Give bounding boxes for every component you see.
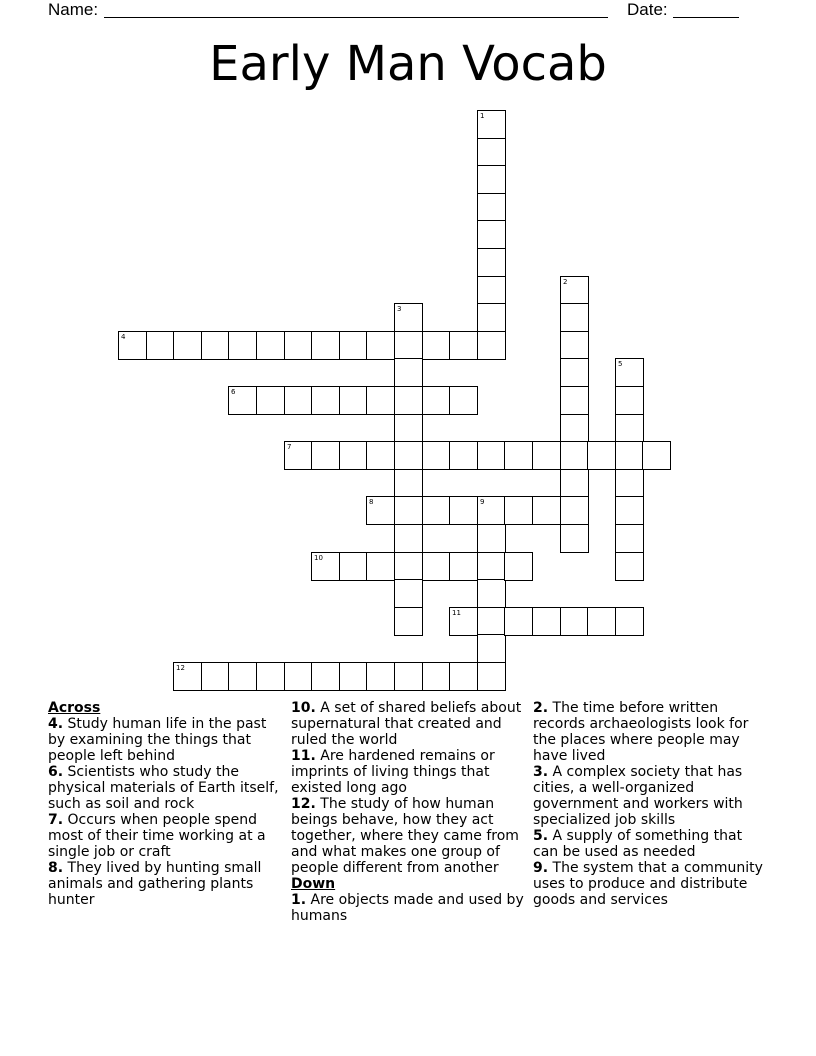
grid-cell[interactable] — [284, 662, 313, 691]
grid-cell[interactable] — [339, 331, 368, 360]
grid-cell[interactable] — [477, 276, 506, 305]
grid-cell[interactable] — [477, 552, 506, 581]
grid-cell[interactable] — [256, 662, 285, 691]
grid-cell[interactable] — [477, 220, 506, 249]
grid-cell[interactable] — [560, 607, 589, 636]
grid-cell[interactable] — [394, 414, 423, 443]
grid-cell[interactable] — [532, 441, 561, 470]
grid-cell[interactable] — [284, 441, 313, 470]
grid-cell[interactable] — [449, 331, 478, 360]
across-heading: Across — [48, 700, 101, 716]
clue-text: Study human life in the past by examining the things that people left behind — [48, 716, 267, 764]
clue-number: 12. — [291, 796, 316, 812]
grid-cell[interactable] — [394, 358, 423, 387]
grid-cell[interactable] — [587, 441, 616, 470]
grid-cell[interactable] — [449, 662, 478, 691]
grid-cell[interactable] — [449, 552, 478, 581]
grid-cell[interactable] — [366, 662, 395, 691]
clue-item — [48, 812, 286, 860]
clue-item — [533, 700, 771, 764]
grid-cell[interactable] — [532, 496, 561, 525]
grid-cell[interactable] — [477, 579, 506, 608]
clue-text: Occurs when people spend most of their time working at a single job or craft — [48, 812, 266, 860]
grid-cell[interactable] — [422, 496, 451, 525]
clue-number: 2. — [533, 700, 549, 716]
grid-cell[interactable] — [394, 331, 423, 360]
clue-item — [291, 796, 529, 876]
clue-text: Are objects made and used by humans — [291, 892, 524, 924]
grid-cell[interactable] — [477, 441, 506, 470]
grid-cell[interactable] — [173, 662, 202, 691]
grid-cell[interactable] — [311, 386, 340, 415]
grid-cell[interactable] — [449, 607, 478, 636]
cell-number: 9 — [480, 498, 485, 506]
clue-number: 10. — [291, 700, 316, 716]
cell-number: 7 — [287, 443, 292, 451]
clues-column-1 — [48, 700, 286, 908]
clue-number: 9. — [533, 860, 549, 876]
clue-item — [291, 700, 529, 748]
grid-cell[interactable] — [477, 634, 506, 663]
clue-text: A supply of something that can be used as needed — [533, 828, 743, 860]
cell-number: 5 — [618, 360, 623, 368]
grid-cell[interactable] — [146, 331, 175, 360]
grid-cell[interactable] — [311, 552, 340, 581]
clue-item — [533, 860, 771, 908]
clue-number: 5. — [533, 828, 549, 844]
clue-item — [291, 892, 529, 924]
cell-number: 6 — [231, 388, 236, 396]
grid-cell[interactable] — [422, 331, 451, 360]
grid-cell[interactable] — [394, 579, 423, 608]
grid-cell[interactable] — [201, 331, 230, 360]
grid-cell[interactable] — [228, 386, 257, 415]
grid-cell[interactable] — [504, 441, 533, 470]
grid-cell[interactable] — [394, 607, 423, 636]
grid-cell[interactable] — [477, 193, 506, 222]
clue-number: 1. — [291, 892, 307, 908]
clue-number: 3. — [533, 764, 549, 780]
grid-cell[interactable] — [339, 386, 368, 415]
grid-cell[interactable] — [560, 386, 589, 415]
grid-cell[interactable] — [560, 358, 589, 387]
grid-cell[interactable] — [560, 331, 589, 360]
grid-cell[interactable] — [615, 607, 644, 636]
clue-text: The study of how human beings behave, how they act together, where they came from and what makes one group of people different from another — [291, 796, 519, 876]
grid-cell[interactable] — [477, 110, 506, 139]
down-heading: Down — [291, 876, 336, 892]
grid-cell[interactable] — [256, 331, 285, 360]
clue-number: 8. — [48, 860, 64, 876]
grid-cell[interactable] — [422, 662, 451, 691]
clue-text: A complex society that has cities, a well-organized government and workers with specialized job skills — [533, 764, 743, 828]
grid-cell[interactable] — [422, 441, 451, 470]
cell-number: 8 — [369, 498, 374, 506]
grid-cell[interactable] — [615, 524, 644, 553]
grid-cell[interactable] — [477, 331, 506, 360]
grid-cell[interactable] — [615, 386, 644, 415]
cell-number: 10 — [314, 554, 323, 562]
grid-cell[interactable] — [201, 662, 230, 691]
grid-cell[interactable] — [449, 386, 478, 415]
clue-text: A set of shared beliefs about supernatural that created and ruled the world — [291, 700, 522, 748]
clue-item — [291, 748, 529, 796]
grid-cell[interactable] — [228, 331, 257, 360]
grid-cell[interactable] — [256, 386, 285, 415]
grid-cell[interactable] — [532, 607, 561, 636]
clue-text: The system that a community uses to produce and distribute goods and services — [533, 860, 763, 908]
grid-cell[interactable] — [587, 607, 616, 636]
grid-cell[interactable] — [615, 414, 644, 443]
grid-cell[interactable] — [366, 552, 395, 581]
grid-cell[interactable] — [477, 496, 506, 525]
grid-cell[interactable] — [366, 496, 395, 525]
grid-cell[interactable] — [560, 276, 589, 305]
grid-cell[interactable] — [615, 552, 644, 581]
grid-cell[interactable] — [560, 441, 589, 470]
grid-cell[interactable] — [394, 496, 423, 525]
date-label: Date: — [627, 0, 668, 19]
cell-number: 12 — [176, 664, 185, 672]
grid-cell[interactable] — [477, 248, 506, 277]
grid-cell[interactable] — [449, 496, 478, 525]
cell-number: 4 — [121, 333, 126, 341]
grid-cell[interactable] — [366, 386, 395, 415]
grid-cell[interactable] — [504, 496, 533, 525]
clue-item — [533, 764, 771, 828]
grid-cell[interactable] — [477, 607, 506, 636]
cell-number: 11 — [452, 609, 461, 617]
name-label: Name: — [48, 0, 99, 19]
clue-item — [48, 716, 286, 764]
grid-cell[interactable] — [284, 331, 313, 360]
grid-cell[interactable] — [615, 496, 644, 525]
grid-cell[interactable] — [366, 331, 395, 360]
page-title: Early Man Vocab — [209, 36, 607, 92]
grid-cell[interactable] — [560, 524, 589, 553]
grid-cell[interactable] — [311, 662, 340, 691]
clue-number: 4. — [48, 716, 64, 732]
grid-cell[interactable] — [394, 303, 423, 332]
clues-column-3 — [533, 700, 771, 908]
grid-cell[interactable] — [366, 441, 395, 470]
clue-item — [48, 860, 286, 908]
grid-cell[interactable] — [394, 386, 423, 415]
grid-cell[interactable] — [560, 496, 589, 525]
grid-cell[interactable] — [284, 386, 313, 415]
grid-cell[interactable] — [339, 441, 368, 470]
grid-cell[interactable] — [560, 469, 589, 498]
grid-cell[interactable] — [394, 469, 423, 498]
grid-cell[interactable] — [504, 552, 533, 581]
clue-text: Scientists who study the physical materials of Earth itself, such as soil and rock — [48, 764, 279, 812]
clue-text: The time before written records archaeologists look for the places where people may have lived — [533, 700, 749, 764]
cell-number: 1 — [480, 112, 485, 120]
grid-cell[interactable] — [477, 165, 506, 194]
clue-number: 7. — [48, 812, 64, 828]
grid-cell[interactable] — [477, 524, 506, 553]
clue-text: They lived by hunting small animals and gathering plants hunter — [48, 860, 262, 908]
grid-cell[interactable] — [477, 662, 506, 691]
cell-number: 2 — [563, 278, 568, 286]
grid-cell[interactable] — [615, 441, 644, 470]
clue-item — [48, 764, 286, 812]
clue-item — [533, 828, 771, 860]
clue-number: 6. — [48, 764, 64, 780]
clue-number: 11. — [291, 748, 316, 764]
grid-cell[interactable] — [173, 331, 202, 360]
grid-cell[interactable] — [339, 662, 368, 691]
grid-cell[interactable] — [504, 607, 533, 636]
cell-number: 3 — [397, 305, 402, 313]
grid-cell[interactable] — [477, 138, 506, 167]
grid-cell[interactable] — [422, 552, 451, 581]
grid-cell[interactable] — [477, 303, 506, 332]
clue-text: Are hardened remains or imprints of living things that existed long ago — [291, 748, 495, 796]
grid-cell[interactable] — [394, 441, 423, 470]
grid-cell[interactable] — [394, 662, 423, 691]
grid-cell[interactable] — [560, 414, 589, 443]
grid-cell[interactable] — [339, 552, 368, 581]
grid-cell[interactable] — [615, 469, 644, 498]
grid-cell[interactable] — [615, 358, 644, 387]
grid-cell[interactable] — [311, 331, 340, 360]
grid-cell[interactable] — [394, 524, 423, 553]
grid-cell[interactable] — [118, 331, 147, 360]
grid-cell[interactable] — [449, 441, 478, 470]
grid-cell[interactable] — [311, 441, 340, 470]
grid-cell[interactable] — [642, 441, 671, 470]
clues-column-2 — [291, 700, 529, 924]
grid-cell[interactable] — [560, 303, 589, 332]
grid-cell[interactable] — [422, 386, 451, 415]
grid-cell[interactable] — [394, 552, 423, 581]
grid-cell[interactable] — [228, 662, 257, 691]
